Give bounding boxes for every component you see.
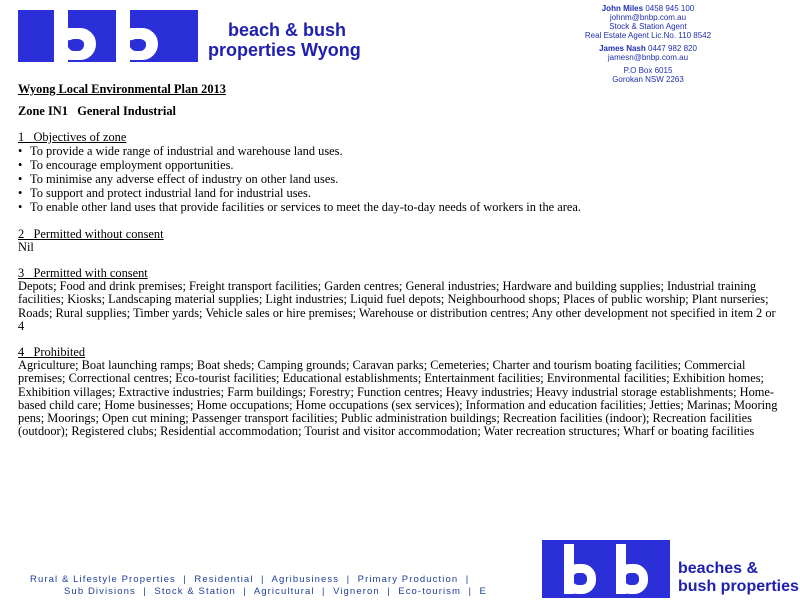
john-name: John Miles	[601, 4, 644, 13]
po-box: P.O Box 6015	[623, 66, 673, 75]
brand-line-2: properties Wyong	[208, 40, 361, 60]
bullet-icon: •	[18, 157, 23, 172]
brand-line-1: beach & bush	[228, 20, 347, 40]
bullet-icon: •	[18, 200, 23, 215]
contact-block	[548, 4, 748, 84]
section-permitted-with-consent-heading: 3 Permitted with consent	[18, 266, 148, 281]
james-name: James Nash	[599, 44, 646, 53]
james-phone: 0447 982 820	[648, 44, 697, 53]
objective-text: To support and protect industrial land for industrial uses.	[30, 186, 311, 201]
john-phone: 0458 945 100	[645, 4, 695, 13]
list-item	[18, 187, 783, 200]
document-title: Wyong Local Environmental Plan 2013	[18, 82, 226, 96]
section-objectives-heading: 1 Objectives of zone	[18, 130, 127, 145]
objective-text: To provide a wide range of industrial and warehouse land uses.	[30, 143, 343, 158]
section-prohibited-text: Agriculture; Boat launching ramps; Boat sheds; Camping grounds; Caravan parks; Cemeteries; Charter and tourism boating facilities; Commercial premises; Correctional centres; Eco-tourist facilities; Educational establishments; Entertainment facilities; Environmental facilities; Exhibition homes; Exhibition villages; Extractive industries; Farm buildings; Forestry; Function centres; Heavy industries; Heavy industrial storage establishments; Home-based child care; Home businesses; Home occupations; Home occupations (sex services); Information and education facilities; Jetties; Marinas; Mooring pens; Moorings; Open cut mining; Passenger transport facilities; Public administration buildings; Recreation facilities (indoor); Recreation facilities (outdoor); Registered clubs; Residential accommodation; Tourist and visitor accommodation; Water recreation structures; Wharf or boating facilities	[18, 358, 778, 439]
section-prohibited-heading: 4 Prohibited	[18, 345, 86, 360]
john-contact-line	[548, 4, 748, 13]
list-item	[18, 201, 783, 214]
bullet-icon: •	[18, 172, 23, 187]
document-body	[18, 83, 783, 438]
james-email: jamesn@bnbp.com.au	[607, 53, 689, 62]
brand-logo-top	[18, 10, 380, 64]
letter-b-icon	[612, 540, 652, 598]
zone-heading: Zone IN1 General Industrial	[18, 104, 176, 119]
bullet-icon: •	[18, 143, 23, 158]
section-permitted-without-consent-text: Nil	[18, 239, 34, 254]
brand-logo-bottom	[542, 540, 800, 600]
section-permitted-without-consent-heading: 2 Permitted without consent	[18, 226, 164, 241]
letter-b-icon	[110, 8, 168, 64]
footer-services-line-1: Rural & Lifestyle Properties | Residential | Agribusiness | Primary Production |	[30, 574, 470, 585]
postal-address: Gorokan NSW 2263	[612, 75, 684, 84]
objective-text: To encourage employment opportunities.	[30, 157, 234, 172]
list-item	[18, 159, 783, 172]
letter-b-icon	[48, 8, 106, 64]
john-email: johnm@bnbp.com.au	[609, 13, 687, 22]
bb-logo-icon	[18, 10, 198, 62]
section-permitted-with-consent-text: Depots; Food and drink premises; Freight transport facilities; Garden centres; General industries; Hardware and building supplies; Industrial training facilities; Kiosks; Landscaping material supplies; Light industries; Liquid fuel depots; Neighbourhood shops; Places of public worship; Plant nurseries; Roads; Rural supplies; Timber yards; Vehicle sales or hire premises; Warehouse or distribution centres; Any other development not specified in item 2 or 4	[18, 279, 776, 333]
list-item	[18, 173, 783, 186]
john-licence: Real Estate Agent Lic.No. 110 8542	[584, 31, 712, 40]
footer-services-line-2: Sub Divisions | Stock & Station | Agricultural | Vigneron | Eco-tourism | E	[64, 586, 487, 597]
brand-bottom-line-1: beaches &	[678, 560, 759, 577]
james-contact-line	[548, 44, 748, 53]
objectives-list	[18, 145, 783, 215]
john-role: Stock & Station Agent	[609, 22, 687, 31]
list-item	[18, 145, 783, 158]
objective-text: To minimise any adverse effect of industry on other land uses.	[30, 172, 339, 187]
brand-bottom-line-2: bush properties	[678, 578, 799, 595]
letter-b-icon	[560, 540, 600, 598]
brand-name-bottom	[678, 560, 799, 596]
bb-logo-icon	[542, 540, 670, 598]
bullet-icon: •	[18, 186, 23, 201]
brand-name	[208, 20, 361, 60]
objective-text: To enable other land uses that provide facilities or services to meet the day-to-day needs of workers in the area.	[30, 200, 582, 215]
